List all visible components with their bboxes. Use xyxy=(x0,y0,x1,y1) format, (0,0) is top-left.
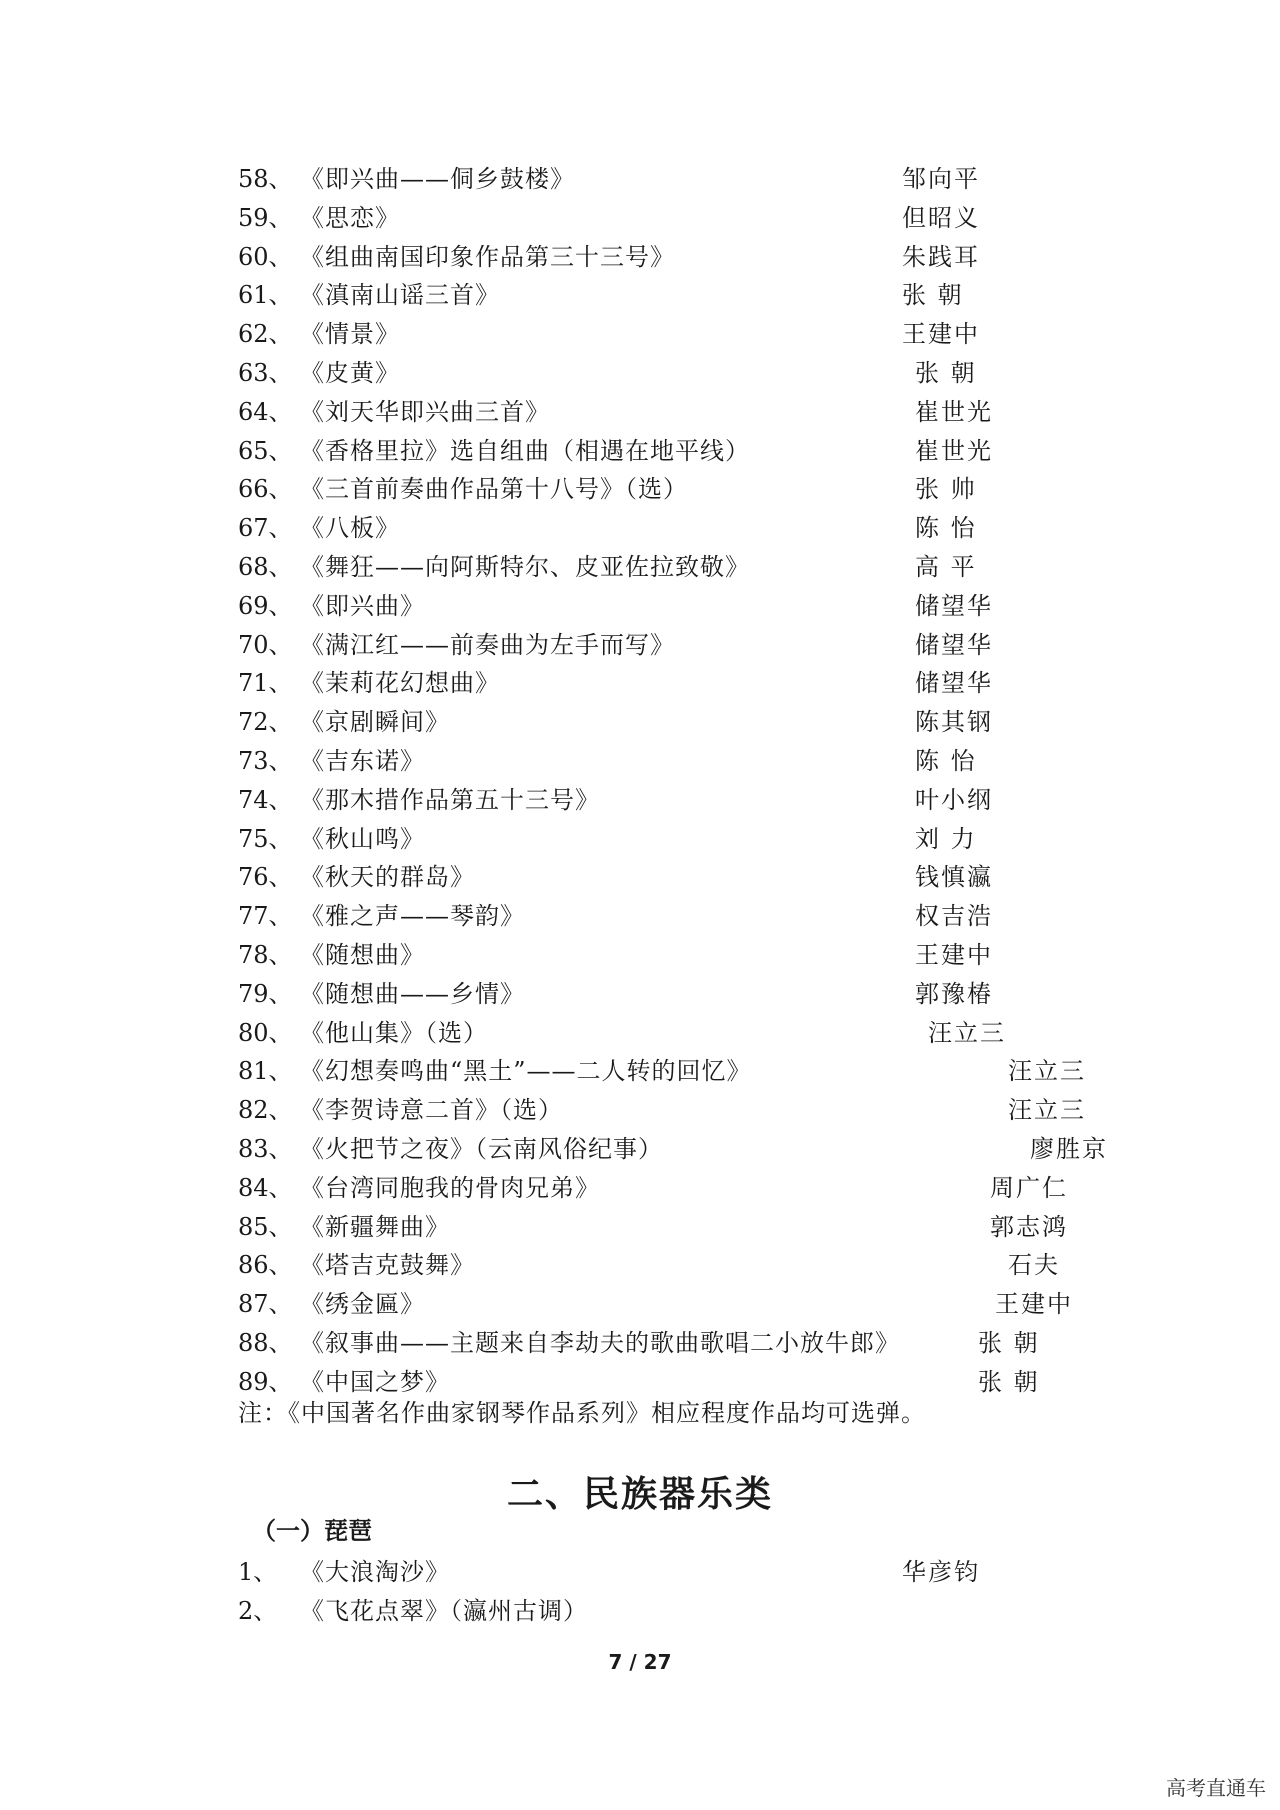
list-item xyxy=(0,820,1280,858)
item-number: 73、 xyxy=(238,747,293,775)
item-title: 《香格里拉》选自组曲（相遇在地平线） xyxy=(300,436,750,465)
item-author: 权吉浩 xyxy=(915,902,993,931)
item-title: 《刘天华即兴曲三首》 xyxy=(300,397,550,426)
list-item xyxy=(0,470,1280,508)
item-number: 63、 xyxy=(238,359,293,387)
list-item xyxy=(0,315,1280,353)
item-number: 65、 xyxy=(238,436,293,465)
item-author: 邹向平 xyxy=(902,165,980,193)
item-author: 王建中 xyxy=(915,941,993,969)
list-item xyxy=(0,238,1280,276)
item-number: 67、 xyxy=(238,514,293,543)
item-title: 《吉东诺》 xyxy=(300,747,425,775)
item-author: 廖胜京 xyxy=(1030,1135,1108,1163)
item-title: 《幻想奏鸣曲“黑土”——二人转的回忆》 xyxy=(300,1057,752,1086)
list-item xyxy=(0,936,1280,974)
list-item xyxy=(0,1246,1280,1284)
item-title: 《大浪淘沙》 xyxy=(300,1558,450,1586)
item-author: 储望华 xyxy=(915,591,993,620)
item-title: 《台湾同胞我的骨肉兄弟》 xyxy=(300,1173,600,1202)
item-number: 77、 xyxy=(238,902,293,931)
list-item xyxy=(0,1592,1280,1630)
item-number: 59、 xyxy=(238,203,293,232)
item-author: 崔世光 xyxy=(915,436,993,465)
item-title: 《中国之梦》 xyxy=(300,1367,450,1396)
item-author: 刘 力 xyxy=(915,824,977,853)
item-title: 《满江红——前奏曲为左手而写》 xyxy=(300,630,675,659)
item-title: 《那木措作品第五十三号》 xyxy=(300,785,600,814)
item-title: 《绣金匾》 xyxy=(300,1290,425,1319)
item-number: 76、 xyxy=(238,863,293,892)
list-item xyxy=(0,1130,1280,1168)
item-author: 郭志鸿 xyxy=(990,1212,1068,1241)
item-number: 66、 xyxy=(238,475,293,504)
item-author: 储望华 xyxy=(915,630,993,659)
item-number: 68、 xyxy=(238,553,293,581)
item-number: 72、 xyxy=(238,708,293,737)
item-number: 88、 xyxy=(238,1329,293,1357)
item-title: 《三首前奏曲作品第十八号》（选） xyxy=(300,475,688,504)
item-title: 《随想曲——乡情》 xyxy=(300,979,525,1008)
list-item xyxy=(0,858,1280,896)
list-item xyxy=(0,160,1280,198)
item-author: 但昭义 xyxy=(902,203,980,232)
item-author: 汪立三 xyxy=(928,1018,1006,1047)
list-item xyxy=(0,276,1280,314)
item-title: 《皮黄》 xyxy=(300,359,400,387)
item-number: 75、 xyxy=(238,824,293,853)
item-title: 《新疆舞曲》 xyxy=(300,1212,450,1241)
item-author: 崔世光 xyxy=(915,397,993,426)
item-author: 张 朝 xyxy=(978,1329,1040,1357)
item-title: 《京剧瞬间》 xyxy=(300,708,450,737)
item-author: 周广仁 xyxy=(990,1173,1068,1202)
item-title: 《情景》 xyxy=(300,320,400,349)
item-title: 《组曲南国印象作品第三十三号》 xyxy=(300,242,675,271)
section-title: 二、民族器乐类 xyxy=(506,1474,773,1515)
item-author: 陈 怡 xyxy=(915,514,977,543)
item-title: 《雅之声——琴韵》 xyxy=(300,902,525,931)
list-item xyxy=(0,1553,1280,1591)
list-item xyxy=(0,587,1280,625)
item-title: 《叙事曲——主题来自李劫夫的歌曲歌唱二小放牛郎》 xyxy=(300,1329,900,1357)
item-author: 钱慎瀛 xyxy=(915,863,993,892)
item-number: 86、 xyxy=(238,1251,293,1280)
item-author: 王建中 xyxy=(902,320,980,349)
item-number: 2、 xyxy=(238,1597,278,1625)
item-title: 《秋山鸣》 xyxy=(300,824,425,853)
item-title: 《即兴曲——侗乡鼓楼》 xyxy=(300,165,575,193)
list-item xyxy=(0,703,1280,741)
item-author: 汪立三 xyxy=(1008,1096,1086,1125)
list-item xyxy=(0,432,1280,470)
item-number: 61、 xyxy=(238,281,293,310)
item-number: 71、 xyxy=(238,669,293,698)
item-title: 《塔吉克鼓舞》 xyxy=(300,1251,475,1280)
item-number: 82、 xyxy=(238,1096,293,1125)
item-title: 《他山集》（选） xyxy=(300,1018,488,1047)
watermark: 高考直通车 xyxy=(1166,1776,1266,1800)
item-author: 张 帅 xyxy=(915,475,977,504)
item-title: 《火把节之夜》（云南风俗纪事） xyxy=(300,1135,663,1163)
item-title: 《滇南山谣三首》 xyxy=(300,281,500,310)
list-item xyxy=(0,781,1280,819)
list-item xyxy=(0,1324,1280,1362)
item-author: 郭豫椿 xyxy=(915,979,993,1008)
list-item xyxy=(0,742,1280,780)
item-title: 《茉莉花幻想曲》 xyxy=(300,669,500,698)
list-item xyxy=(0,548,1280,586)
item-author: 陈 怡 xyxy=(915,747,977,775)
page-number: 7 / 27 xyxy=(608,1650,672,1674)
item-number: 64、 xyxy=(238,397,293,426)
item-author: 石夫 xyxy=(1008,1251,1060,1280)
item-author: 张 朝 xyxy=(978,1367,1040,1396)
item-title: 《飞花点翠》（瀛州古调） xyxy=(300,1597,588,1625)
item-number: 85、 xyxy=(238,1212,293,1241)
item-number: 78、 xyxy=(238,941,293,969)
item-author: 张 朝 xyxy=(902,281,964,310)
item-author: 汪立三 xyxy=(1008,1057,1086,1086)
item-author: 华彦钧 xyxy=(902,1558,980,1586)
list-note: 注：《中国著名作曲家钢琴作品系列》相应程度作品均可选弹。 xyxy=(238,1399,926,1427)
item-number: 1、 xyxy=(238,1558,278,1586)
item-title: 《即兴曲》 xyxy=(300,591,425,620)
item-number: 83、 xyxy=(238,1135,293,1163)
list-item xyxy=(0,393,1280,431)
item-number: 74、 xyxy=(238,785,293,814)
list-item xyxy=(0,509,1280,547)
item-title: 《随想曲》 xyxy=(300,941,425,969)
item-title: 《八板》 xyxy=(300,514,400,543)
item-number: 81、 xyxy=(238,1057,293,1086)
item-author: 王建中 xyxy=(995,1290,1073,1319)
list-item xyxy=(0,897,1280,935)
item-author: 高 平 xyxy=(915,553,977,581)
list-item xyxy=(0,1052,1280,1090)
list-item xyxy=(0,975,1280,1013)
item-title: 《思恋》 xyxy=(300,203,400,232)
list-item xyxy=(0,1169,1280,1207)
item-author: 陈其钢 xyxy=(915,708,993,737)
item-number: 79、 xyxy=(238,979,293,1008)
list-item xyxy=(0,664,1280,702)
list-item xyxy=(0,354,1280,392)
item-author: 朱践耳 xyxy=(902,242,980,271)
item-number: 69、 xyxy=(238,591,293,620)
item-number: 80、 xyxy=(238,1018,293,1047)
subsection-title: （一）琵琶 xyxy=(252,1517,372,1545)
item-title: 《秋天的群岛》 xyxy=(300,863,475,892)
item-number: 70、 xyxy=(238,630,293,659)
item-number: 62、 xyxy=(238,320,293,349)
item-author: 储望华 xyxy=(915,669,993,698)
item-number: 84、 xyxy=(238,1173,293,1202)
item-number: 89、 xyxy=(238,1367,293,1396)
list-item xyxy=(0,1091,1280,1129)
item-number: 87、 xyxy=(238,1290,293,1319)
list-item xyxy=(0,626,1280,664)
item-number: 60、 xyxy=(238,242,293,271)
item-number: 58、 xyxy=(238,165,293,193)
item-title: 《李贺诗意二首》（选） xyxy=(300,1096,563,1125)
item-title: 《舞狂——向阿斯特尔、皮亚佐拉致敬》 xyxy=(300,553,750,581)
list-item xyxy=(0,1285,1280,1323)
list-item xyxy=(0,1208,1280,1246)
item-author: 叶小纲 xyxy=(915,785,993,814)
list-item xyxy=(0,1014,1280,1052)
item-author: 张 朝 xyxy=(915,359,977,387)
list-item xyxy=(0,199,1280,237)
